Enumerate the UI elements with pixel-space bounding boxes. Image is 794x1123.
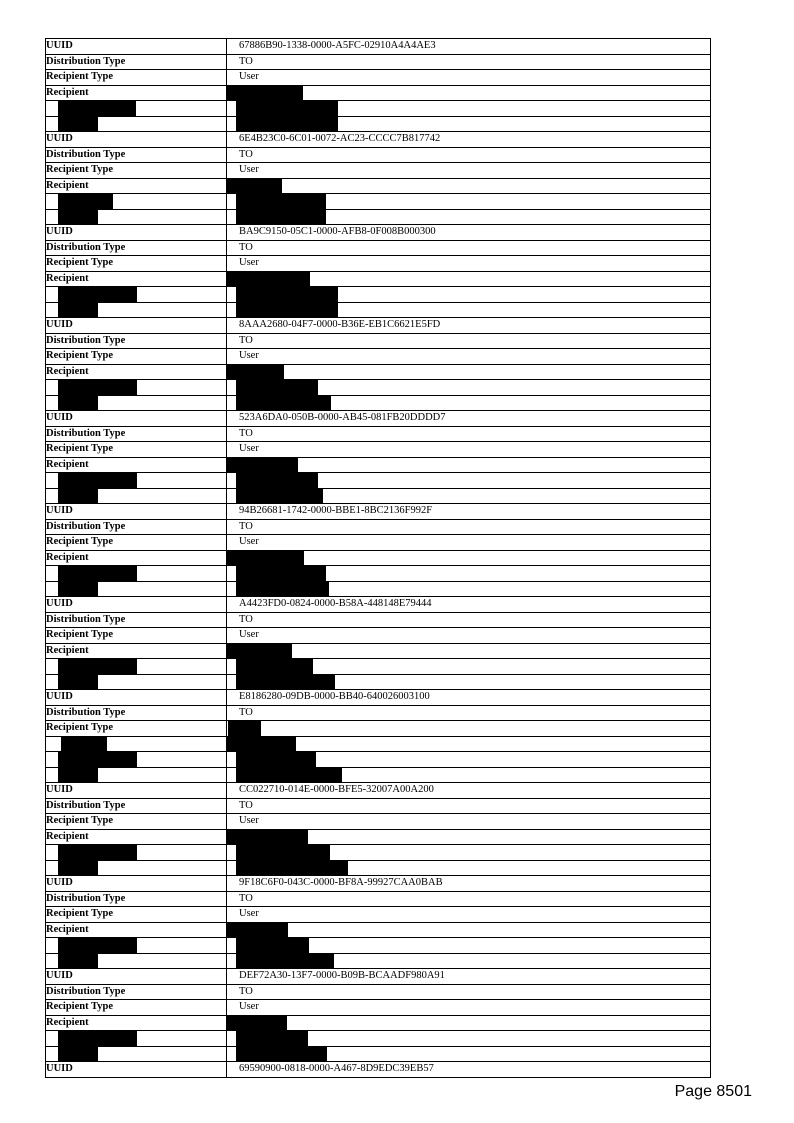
redaction-block [236, 101, 338, 116]
distribution-type-label: Distribution Type [46, 333, 227, 349]
recipient-detail-value [227, 953, 711, 969]
recipient-value [227, 643, 711, 659]
uuid-value: CC022710-014E-0000-BFE5-32007A00A200 [227, 783, 711, 799]
uuid-row [46, 411, 711, 427]
recipient-name-redaction [227, 923, 288, 938]
recipient-label: Recipient [46, 922, 227, 938]
redaction-block [236, 582, 329, 597]
recipient-row [46, 457, 711, 473]
recipient-detail-value [227, 860, 711, 876]
recipient-detail-row [46, 302, 711, 318]
uuid-row [46, 318, 711, 334]
recipient-detail-row [46, 395, 711, 411]
recipient-type-row [46, 907, 711, 923]
recipient-detail-label [46, 674, 227, 690]
recipient-detail-row [46, 953, 711, 969]
recipient-detail-row [46, 752, 711, 768]
distribution-type-label: Distribution Type [46, 612, 227, 628]
recipient-value [227, 271, 711, 287]
recipient-row [46, 736, 711, 752]
recipient-detail-row [46, 1046, 711, 1062]
recipient-detail-row [46, 287, 711, 303]
recipient-name-redaction [227, 551, 304, 566]
recipient-name-redaction [227, 86, 303, 101]
recipient-detail-value [227, 938, 711, 954]
recipient-type-value: User [227, 349, 711, 365]
distribution-type-label: Distribution Type [46, 519, 227, 535]
recipient-type-label: Recipient Type [46, 907, 227, 923]
redaction-block [58, 861, 98, 876]
uuid-label: UUID [46, 690, 227, 706]
recipient-type-label: Recipient Type [46, 721, 227, 737]
redaction-block [58, 938, 137, 953]
recipient-detail-row [46, 767, 711, 783]
recipient-detail-row [46, 101, 711, 117]
recipient-detail-value [227, 659, 711, 675]
recipient-detail-row [46, 488, 711, 504]
redaction-block [236, 303, 338, 318]
recipient-type-row [46, 349, 711, 365]
recipient-detail-label [46, 1046, 227, 1062]
recipient-detail-label [46, 659, 227, 675]
recipient-detail-row [46, 581, 711, 597]
redaction-block [58, 768, 98, 783]
recipient-label: Recipient [46, 550, 227, 566]
redaction-block [236, 117, 338, 132]
distribution-type-value: TO [227, 519, 711, 535]
uuid-value: 523A6DA0-050B-0000-AB45-081FB20DDDD7 [227, 411, 711, 427]
recipient-type-label: Recipient Type [46, 1000, 227, 1016]
distribution-type-label: Distribution Type [46, 891, 227, 907]
recipient-type-value: User [227, 442, 711, 458]
distribution-type-row [46, 426, 711, 442]
recipient-type-value: User [227, 907, 711, 923]
redaction-block [58, 489, 98, 504]
recipient-row [46, 829, 711, 845]
recipient-detail-row [46, 938, 711, 954]
redaction-block [58, 303, 98, 318]
recipient-detail-value [227, 194, 711, 210]
recipient-detail-label [46, 1031, 227, 1047]
recipient-detail-label [46, 767, 227, 783]
distribution-type-label: Distribution Type [46, 798, 227, 814]
uuid-label: UUID [46, 969, 227, 985]
uuid-label: UUID [46, 876, 227, 892]
uuid-row [46, 39, 711, 55]
redaction-block [58, 845, 137, 860]
recipient-detail-row [46, 566, 711, 582]
recipient-type-label: Recipient Type [46, 628, 227, 644]
recipient-type-label: Recipient Type [46, 163, 227, 179]
recipient-type-row [46, 256, 711, 272]
redaction-block [58, 117, 98, 132]
recipient-detail-label [46, 845, 227, 861]
recipient-table [45, 38, 711, 1078]
recipient-table-body [46, 39, 711, 1078]
redaction-block [236, 194, 326, 209]
uuid-row [46, 969, 711, 985]
redaction-block [236, 861, 348, 876]
redaction-block [58, 582, 98, 597]
recipient-detail-value [227, 1046, 711, 1062]
recipient-type-value: User [227, 814, 711, 830]
recipient-type-row [46, 721, 711, 737]
uuid-row [46, 1062, 711, 1078]
recipient-detail-value [227, 674, 711, 690]
distribution-type-value: TO [227, 54, 711, 70]
recipient-name-redaction [227, 830, 308, 845]
recipient-row [46, 550, 711, 566]
distribution-type-label: Distribution Type [46, 426, 227, 442]
distribution-type-value: TO [227, 984, 711, 1000]
recipient-name-redaction [227, 644, 292, 659]
recipient-type-label: Recipient Type [46, 256, 227, 272]
uuid-value: E8186280-09DB-0000-BB40-640026003100 [227, 690, 711, 706]
recipient-detail-label [46, 473, 227, 489]
recipient-detail-label [46, 938, 227, 954]
uuid-value: 9F18C6F0-043C-0000-BF8A-99927CAA0BAB [227, 876, 711, 892]
distribution-type-value: TO [227, 798, 711, 814]
distribution-type-row [46, 519, 711, 535]
distribution-type-label: Distribution Type [46, 984, 227, 1000]
recipient-name-redaction [227, 1016, 287, 1031]
recipient-type-value: User [227, 70, 711, 86]
recipient-label: Recipient [46, 643, 227, 659]
uuid-value: 69590900-0818-0000-A467-8D9EDC39EB57 [227, 1062, 711, 1078]
distribution-type-value: TO [227, 612, 711, 628]
redaction-block [58, 101, 136, 116]
recipient-detail-label [46, 488, 227, 504]
uuid-label: UUID [46, 783, 227, 799]
recipient-label: Recipient [46, 457, 227, 473]
recipient-detail-label [46, 101, 227, 117]
recipient-detail-row [46, 845, 711, 861]
distribution-type-row [46, 147, 711, 163]
recipient-type-value: User [227, 163, 711, 179]
recipient-row [46, 643, 711, 659]
recipient-type-value: User [227, 1000, 711, 1016]
recipient-row [46, 271, 711, 287]
recipient-detail-row [46, 659, 711, 675]
recipient-detail-value [227, 752, 711, 768]
recipient-detail-row [46, 209, 711, 225]
uuid-value: DEF72A30-13F7-0000-B09B-BCAADF980A91 [227, 969, 711, 985]
recipient-detail-label [46, 581, 227, 597]
recipient-type-label: Recipient Type [46, 349, 227, 365]
redaction-block [236, 845, 330, 860]
redaction-block [58, 1047, 98, 1062]
recipient-detail-label [46, 209, 227, 225]
page-number: Page 8501 [674, 1083, 752, 1100]
recipient-type-row [46, 814, 711, 830]
recipient-label: Recipient [46, 178, 227, 194]
recipient-type-row [46, 163, 711, 179]
recipient-name-redaction [227, 458, 298, 473]
recipient-name-redaction [227, 365, 284, 380]
uuid-value: A4423FD0-0824-0000-B58A-448148E79444 [227, 597, 711, 613]
uuid-row [46, 876, 711, 892]
recipient-detail-label [46, 194, 227, 210]
distribution-type-row [46, 798, 711, 814]
recipient-label: Recipient [46, 85, 227, 101]
recipient-label: Recipient [46, 829, 227, 845]
recipient-detail-value [227, 209, 711, 225]
recipient-name-redaction [227, 272, 310, 287]
recipient-detail-value [227, 488, 711, 504]
recipient-detail-label [46, 287, 227, 303]
recipient-value [227, 1015, 711, 1031]
uuid-row [46, 225, 711, 241]
recipient-value [227, 364, 711, 380]
recipient-type-label: Recipient Type [46, 814, 227, 830]
distribution-type-value: TO [227, 891, 711, 907]
recipient-type-row [46, 70, 711, 86]
recipient-row [46, 364, 711, 380]
uuid-label: UUID [46, 1062, 227, 1078]
redaction-block [236, 752, 316, 767]
recipient-value [227, 457, 711, 473]
distribution-type-row [46, 240, 711, 256]
distribution-type-value: TO [227, 333, 711, 349]
recipient-type-label: Recipient Type [46, 70, 227, 86]
redaction-block [236, 1031, 308, 1046]
recipient-row [46, 922, 711, 938]
redaction-block [236, 489, 323, 504]
recipient-detail-label [46, 566, 227, 582]
redaction-block [58, 287, 137, 302]
uuid-value: BA9C9150-05C1-0000-AFB8-0F008B000300 [227, 225, 711, 241]
redaction-block [236, 210, 326, 225]
distribution-type-value: TO [227, 147, 711, 163]
uuid-label: UUID [46, 318, 227, 334]
uuid-value: 67886B90-1338-0000-A5FC-02910A4A4AE3 [227, 39, 711, 55]
recipient-name-redaction [227, 737, 296, 752]
redaction-block [236, 566, 326, 581]
recipient-detail-label [46, 302, 227, 318]
recipient-value [227, 550, 711, 566]
redaction-block [236, 675, 335, 690]
recipient-detail-row [46, 473, 711, 489]
redaction-block [58, 473, 137, 488]
recipient-name-redaction [227, 179, 282, 194]
redaction-block [58, 675, 98, 690]
uuid-label: UUID [46, 132, 227, 148]
distribution-type-label: Distribution Type [46, 54, 227, 70]
recipient-detail-value [227, 566, 711, 582]
recipient-detail-value [227, 581, 711, 597]
distribution-type-label: Distribution Type [46, 240, 227, 256]
uuid-row [46, 783, 711, 799]
redaction-block [236, 287, 338, 302]
redaction-block [236, 659, 313, 674]
recipient-label: Recipient [46, 271, 227, 287]
redaction-block [58, 194, 113, 209]
recipient-type-value [227, 721, 711, 737]
recipient-value [227, 178, 711, 194]
recipient-label: Recipient [46, 1015, 227, 1031]
recipient-detail-label [46, 752, 227, 768]
recipient-detail-row [46, 116, 711, 132]
distribution-type-row [46, 333, 711, 349]
recipient-row [46, 85, 711, 101]
recipient-value [227, 922, 711, 938]
distribution-type-row [46, 984, 711, 1000]
recipient-label-redaction [61, 737, 107, 752]
recipient-detail-label [46, 395, 227, 411]
redaction-block [236, 768, 342, 783]
recipient-detail-value [227, 101, 711, 117]
recipient-value [227, 829, 711, 845]
uuid-value: 6E4B23C0-6C01-0072-AC23-CCCC7B817742 [227, 132, 711, 148]
redaction-block [58, 752, 137, 767]
recipient-detail-value [227, 116, 711, 132]
recipient-detail-row [46, 860, 711, 876]
recipient-type-value: User [227, 535, 711, 551]
recipient-type-row [46, 1000, 711, 1016]
redaction-block [236, 473, 318, 488]
distribution-type-row [46, 612, 711, 628]
distribution-type-value: TO [227, 240, 711, 256]
distribution-type-row [46, 891, 711, 907]
uuid-row [46, 690, 711, 706]
redaction-block [58, 566, 137, 581]
redaction-block [236, 396, 331, 411]
recipient-value [227, 736, 711, 752]
recipient-detail-label [46, 380, 227, 396]
recipient-detail-value [227, 395, 711, 411]
recipient-type-row [46, 535, 711, 551]
uuid-value: 94B26681-1742-0000-BBE1-8BC2136F992F [227, 504, 711, 520]
recipient-detail-value [227, 767, 711, 783]
uuid-label: UUID [46, 504, 227, 520]
recipient-type-label: Recipient Type [46, 535, 227, 551]
distribution-type-value: TO [227, 426, 711, 442]
recipient-type-label: Recipient Type [46, 442, 227, 458]
recipient-detail-row [46, 194, 711, 210]
redaction-block [236, 938, 309, 953]
recipient-detail-label [46, 116, 227, 132]
redaction-block [58, 659, 137, 674]
recipient-detail-value [227, 845, 711, 861]
distribution-type-value: TO [227, 705, 711, 721]
uuid-label: UUID [46, 225, 227, 241]
redaction-block [236, 1047, 327, 1062]
redaction-block [58, 954, 98, 969]
uuid-label: UUID [46, 411, 227, 427]
distribution-type-label: Distribution Type [46, 147, 227, 163]
redaction-block [236, 954, 334, 969]
redaction-block [236, 380, 318, 395]
recipient-label: Recipient [46, 364, 227, 380]
recipient-type-value: User [227, 628, 711, 644]
uuid-row [46, 504, 711, 520]
uuid-label: UUID [46, 39, 227, 55]
redaction-block [58, 1031, 137, 1046]
recipient-type-row [46, 628, 711, 644]
distribution-type-row [46, 54, 711, 70]
recipient-detail-row [46, 1031, 711, 1047]
uuid-row [46, 132, 711, 148]
recipient-type-value: User [227, 256, 711, 272]
distribution-type-row [46, 705, 711, 721]
distribution-type-label: Distribution Type [46, 705, 227, 721]
recipient-type-row [46, 442, 711, 458]
recipient-detail-label [46, 953, 227, 969]
recipient-value [227, 85, 711, 101]
redaction-block [58, 210, 98, 225]
recipient-detail-row [46, 674, 711, 690]
recipient-detail-value [227, 1031, 711, 1047]
redaction-block [58, 380, 137, 395]
recipient-detail-value [227, 473, 711, 489]
recipient-row [46, 1015, 711, 1031]
recipient-detail-value [227, 380, 711, 396]
recipient-detail-value [227, 287, 711, 303]
recipient-detail-label [46, 860, 227, 876]
recipient-type-redaction [228, 721, 261, 736]
recipient-row [46, 178, 711, 194]
uuid-label: UUID [46, 597, 227, 613]
recipient-label [46, 736, 227, 752]
uuid-row [46, 597, 711, 613]
recipient-detail-value [227, 302, 711, 318]
recipient-detail-row [46, 380, 711, 396]
redaction-block [58, 396, 98, 411]
uuid-value: 8AAA2680-04F7-0000-B36E-EB1C6621E5FD [227, 318, 711, 334]
